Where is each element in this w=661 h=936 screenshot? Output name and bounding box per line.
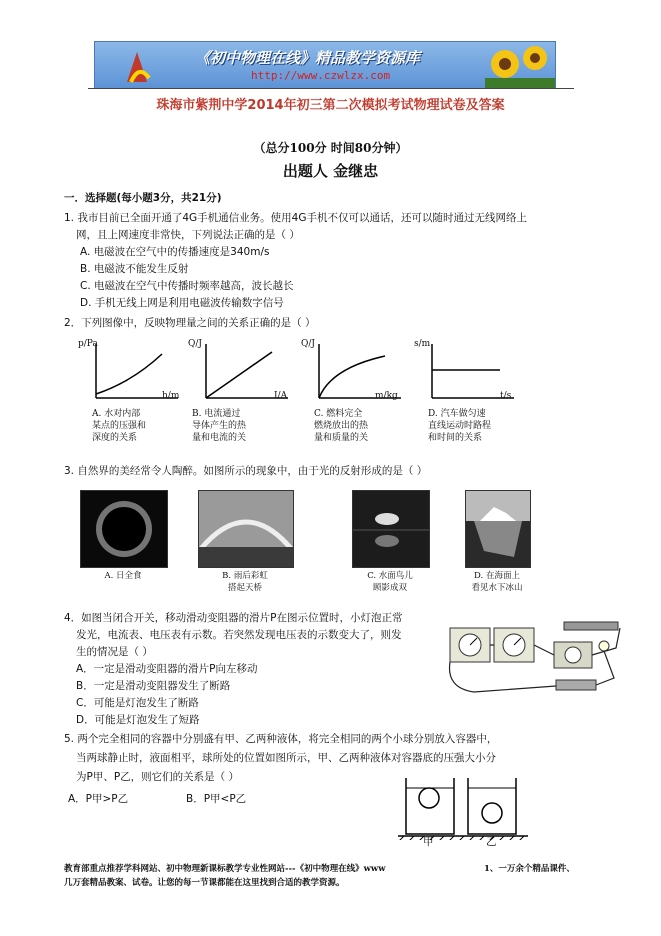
caption-line: 和时间的关系 (428, 433, 483, 443)
q2-stem: 2．下列图像中，反映物理量之间的关系正确的是（ ） (64, 317, 316, 329)
label-jia: 甲 (423, 836, 434, 848)
containers-diagram (398, 776, 528, 840)
caption-line: 燃烧放出的热 (314, 421, 369, 431)
document-title: 珠海市紫荆中学2014年初三第二次模拟考试物理试卷及答案 (156, 98, 505, 113)
caption-line: 看见水下冰山 (471, 583, 523, 593)
section-heading: 一．选择题(每小题3分，共21分) (64, 192, 222, 204)
q4-option-b: B．一定是滑动变阻器发生了断路 (76, 680, 231, 692)
caption-line: C. 水面鸟儿 (367, 571, 413, 581)
graph-c (301, 338, 405, 404)
graph-c-xlabel: m/kg (375, 391, 398, 401)
header-rule (88, 88, 574, 89)
photo-b-caption (198, 570, 292, 594)
footer-line-2: 几万套精品教案、试卷。让您的每一节课都能在这里找到合适的教学资源。 (64, 878, 345, 888)
q1-option-a: A. 电磁波在空气中的传播速度是340m/s (80, 246, 270, 258)
q1-stem-1: 1. 我市目前已全面开通了4G手机通信业务。使用4G手机不仅可以通话，还可以随时通过无线网络上 (64, 212, 527, 224)
caption-line: C. 燃料完全 (314, 409, 363, 419)
photo-eclipse (80, 490, 168, 568)
q5-option-b: B．P甲<P乙 (186, 793, 247, 805)
graph-b-caption (192, 408, 246, 444)
banner-url: http://www.czwlzx.com (251, 69, 391, 82)
caption-line: A. 水对内部 (92, 409, 141, 419)
q5-line-3: 为P甲、P乙，则它们的关系是（ ） (76, 771, 240, 783)
caption-line: 某点的压强和 (92, 421, 147, 431)
graph-a-ylabel: p/Pa (78, 339, 98, 349)
photo-a-caption (80, 570, 166, 582)
q1-stem-2: 网，且上网速度非常快，下列说法正确的是（ ） (76, 229, 300, 241)
q3-stem: 3. 自然界的美经常令人陶醉。如图所示的现象中，由于光的反射形成的是（ ） (64, 465, 428, 477)
q1-option-c: C. 电磁波在空气中传播时频率越高，波长越长 (80, 280, 294, 292)
banner-title: 《初中物理在线》精品教学资源库 (195, 49, 421, 67)
graph-c-caption (314, 408, 368, 444)
header-banner (94, 41, 556, 89)
caption-line: 搭起天桥 (227, 583, 262, 593)
graph-d-caption (428, 408, 491, 444)
caption-line: A. 日全食 (104, 571, 142, 581)
caption-line: 深度的关系 (92, 433, 138, 443)
q1-option-b: B. 电磁波不能发生反射 (80, 263, 189, 275)
graph-d-xlabel: t/s (500, 391, 512, 401)
photo-rainbow (198, 490, 294, 568)
q4-line-2: 发光，电流表、电压表有示数。若突然发现电压表的示数变大了，则发 (76, 629, 402, 641)
caption-line: 量和质量的关 (314, 433, 369, 443)
graph-c-ylabel: Q/J (301, 339, 316, 349)
q5-option-a: A．P甲>P乙 (68, 793, 129, 805)
photo-c-caption (352, 570, 428, 594)
graph-a (78, 338, 182, 404)
q5-line-2: 当两球静止时，液面相平，球所处的位置如图所示，甲、乙两种液体对容器底的压强大小分 (76, 752, 496, 764)
exam-info: （总分100分 时间80分钟） (253, 141, 408, 155)
label-yi: 乙 (486, 836, 497, 848)
caption-line: D. 在海面上 (474, 571, 520, 581)
caption-line: 顾影成双 (372, 583, 407, 593)
q4-option-d: D．可能是灯泡发生了短路 (76, 714, 200, 726)
photo-bird (352, 490, 430, 568)
footer-line-1b: 1、一万余个精品课件、 (484, 864, 575, 874)
graph-b (188, 338, 292, 404)
q4-line-1: 4．如图当闭合开关，移动滑动变阻器的滑片P在图示位置时，小灯泡正常 (64, 612, 403, 624)
q4-option-c: C．可能是灯泡发生了断路 (76, 697, 199, 709)
caption-line: B. 雨后彩虹 (222, 571, 268, 581)
graph-b-xlabel: I/A (274, 391, 288, 401)
circuit-diagram (444, 618, 630, 700)
q4-line-3: 生的情况是（ ） (76, 646, 153, 658)
photo-d-caption (456, 570, 538, 594)
graph-b-ylabel: Q/J (188, 339, 203, 349)
q4-option-a: A．一定是滑动变阻器的滑片P向左移动 (76, 663, 258, 675)
caption-line: 导体产生的热 (192, 421, 247, 431)
caption-line: D. 汽车做匀速 (428, 409, 486, 419)
q5-line-1: 5. 两个完全相同的容器中分别盛有甲、乙两种液体，将完全相同的两个小球分别放入容器中， (64, 733, 498, 745)
caption-line: 直线运动时路程 (428, 421, 492, 431)
graph-d-ylabel: s/m (414, 339, 431, 349)
caption-line: B. 电流通过 (192, 409, 241, 419)
sunflower-icon (485, 42, 555, 88)
photo-iceberg (465, 490, 531, 568)
logo-icon (117, 48, 157, 84)
caption-line: 量和电流的关 (192, 433, 247, 443)
graph-d (414, 338, 518, 404)
q1-option-d: D. 手机无线上网是利用电磁波传输数字信号 (80, 297, 284, 309)
footer-line-1: 教育部重点推荐学科网站、初中物理新课标教学专业性网站---《初中物理在线》www (64, 864, 386, 874)
author-line: 出题人 金继忠 (282, 162, 379, 180)
graph-a-caption (92, 408, 146, 444)
graph-a-xlabel: h/m (162, 391, 180, 401)
